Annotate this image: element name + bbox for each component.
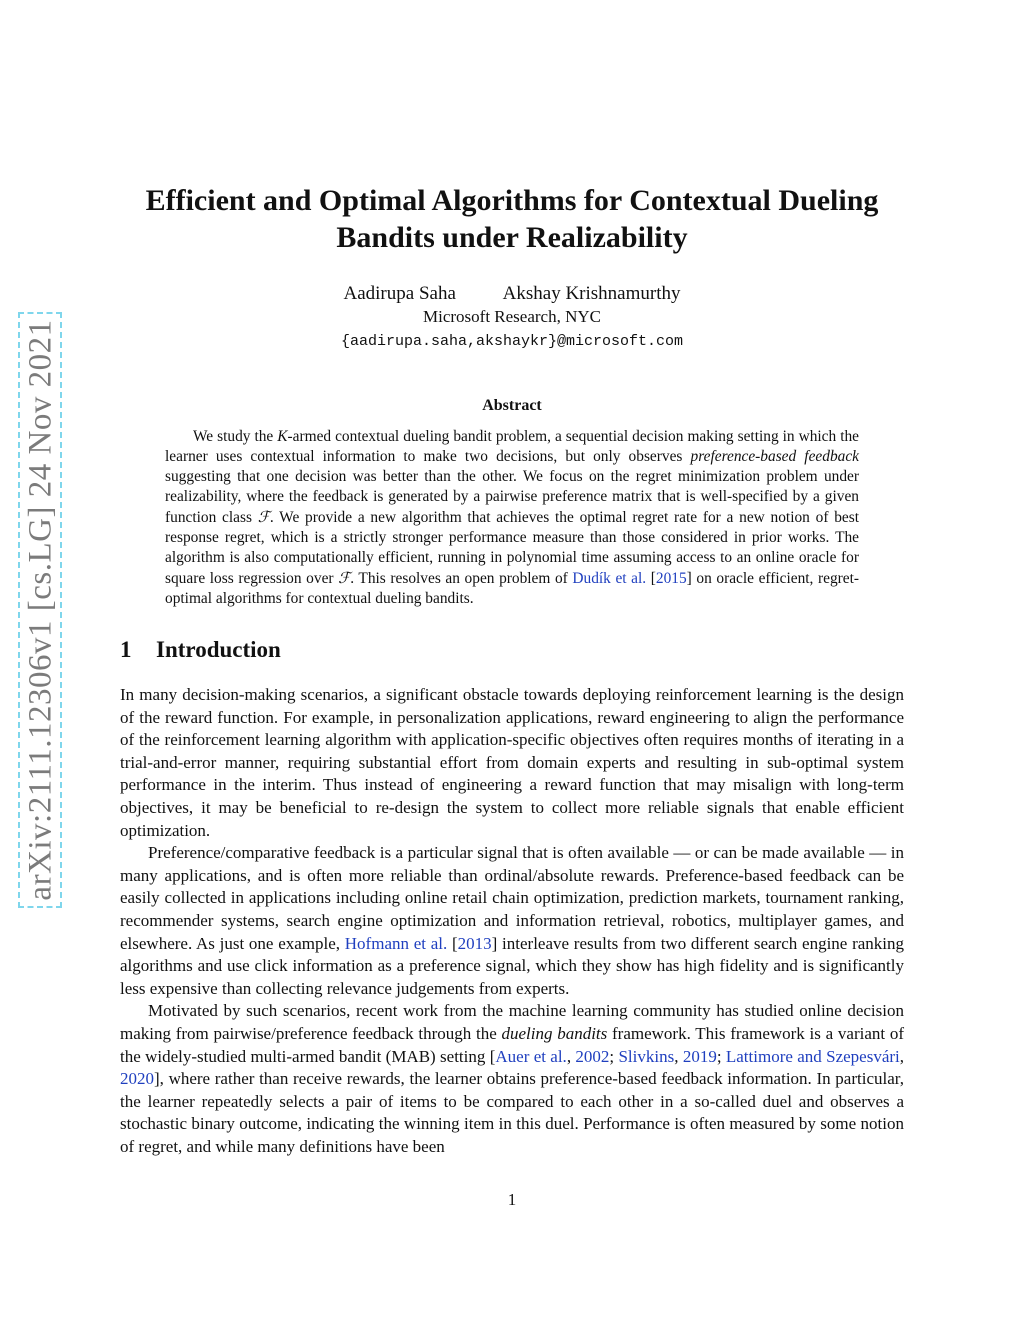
author-name: Aadirupa Saha [343, 283, 456, 304]
citation-year-link[interactable]: 2002 [575, 1046, 610, 1066]
section-title: Introduction [156, 637, 281, 662]
math-k: K [277, 428, 288, 445]
math-function-class: ℱ [338, 569, 351, 587]
section-number: 1 [120, 637, 132, 662]
abstract-body: We study the K-armed contextual dueling bandit problem, a sequential decision making setting in which the learner uses contextual information to make two decisions, but only observes preference-based feedback suggesting that one decision was better than the other. We focus on the regret minimization problem under realizability, where the feedback is generated by a pairwise preference matrix that is well-specified by a given function class ℱ. We provide a new algorithm that achieves the optimal regret rate for a new notion of best response regret, which is a strictly stronger performance measure than those considered in prior works. The algorithm is also computationally efficient, running in polynomial time assuming access to an online oracle for square loss regression over ℱ. This resolves an open problem of Dudík et al. [2015] on oracle efficient, regret-optimal algorithms for contextual dueling bandits. [165, 428, 860, 607]
title-line-1: Efficient and Optimal Algorithms for Contextual Dueling [145, 184, 879, 217]
abstract-heading: Abstract [482, 397, 542, 414]
author-email: {aadirupa.saha,akshaykr}@microsoft.com [340, 333, 684, 350]
paragraph: In many decision-making scenarios, a significant obstacle towards deploying reinforcement learning is the design of the reward function. For example, in personalization applications, reward engineering to align the performance of the reinforcement learning algorithm with application-specific objectives often requires months of iterating in a trial-and-error manner, requiring substantial effort from domain experts and resulting in sub-optimal system performance in the interim. Thus instead of engineering a reward function that may misalign with long-term objectives, it may be beneficial to re-design the system to collect more reliable signals that enable efficient optimization. [120, 685, 904, 840]
citation-link[interactable]: Auer et al. [495, 1046, 567, 1066]
author-affiliation: Microsoft Research, NYC [423, 307, 601, 326]
math-function-class: ℱ [257, 508, 270, 526]
citation-year-link[interactable]: 2015 [655, 570, 687, 587]
title-line-2: Bandits under Realizability [336, 221, 688, 254]
citation-link[interactable]: Hofmann et al. [344, 933, 448, 953]
citation-year-link[interactable]: 2020 [120, 1069, 154, 1089]
citation-link[interactable]: Dudík et al. [572, 570, 647, 587]
introduction-body [120, 684, 904, 1158]
page-number: 1 [507, 1190, 517, 1209]
citation-link[interactable]: Lattimore and Szepesvári [725, 1046, 900, 1066]
paper-title [120, 182, 904, 256]
arxiv-identifier[interactable]: arXiv:2111.12306v1 [cs.LG] 24 Nov 2021 [22, 319, 59, 901]
citation-year-link[interactable]: 2019 [682, 1046, 717, 1066]
author-list [120, 282, 904, 306]
paragraph: Preference/comparative feedback is a particular signal that is often available — or can be made available — in many applications, and is often more reliable than ordinal/absolute rewards. Preference-based feedback can be easily collected in applications including online retail chain optimization, prediction markets, tournament ranking, recommender systems, search engine optimization and information retrieval, robotics, multiplayer games, and elsewhere. As just one example, Hofmann et al. [2013] interleave results from two different search engine ranking algorithms and use click information as a preference signal, which they show has high fidelity and is significantly less expensive than collecting relevance judgements from experts. [120, 843, 904, 998]
paragraph: Motivated by such scenarios, recent work from the machine learning community has studied online decision making from pairwise/preference feedback through the dueling bandits framework. This framework is a variant of the widely-studied multi-armed bandit (MAB) setting [Auer et al., 2002; Slivkins, 2019; Lattimore and Szepesvári, 2020], where rather than receive rewards, the learner obtains preference-based feedback information. In particular, the learner repeatedly selects a pair of items to be compared to each other in a so-called duel and observes a stochastic binary outcome, indicating the winning item in this duel. Performance is often measured by some notion of regret, and while many definitions have been [120, 1001, 905, 1156]
section-heading [120, 637, 281, 663]
citation-link[interactable]: Slivkins [618, 1046, 675, 1066]
citation-year-link[interactable]: 2013 [457, 933, 492, 953]
author-name: Akshay Krishnamurthy [502, 283, 681, 304]
